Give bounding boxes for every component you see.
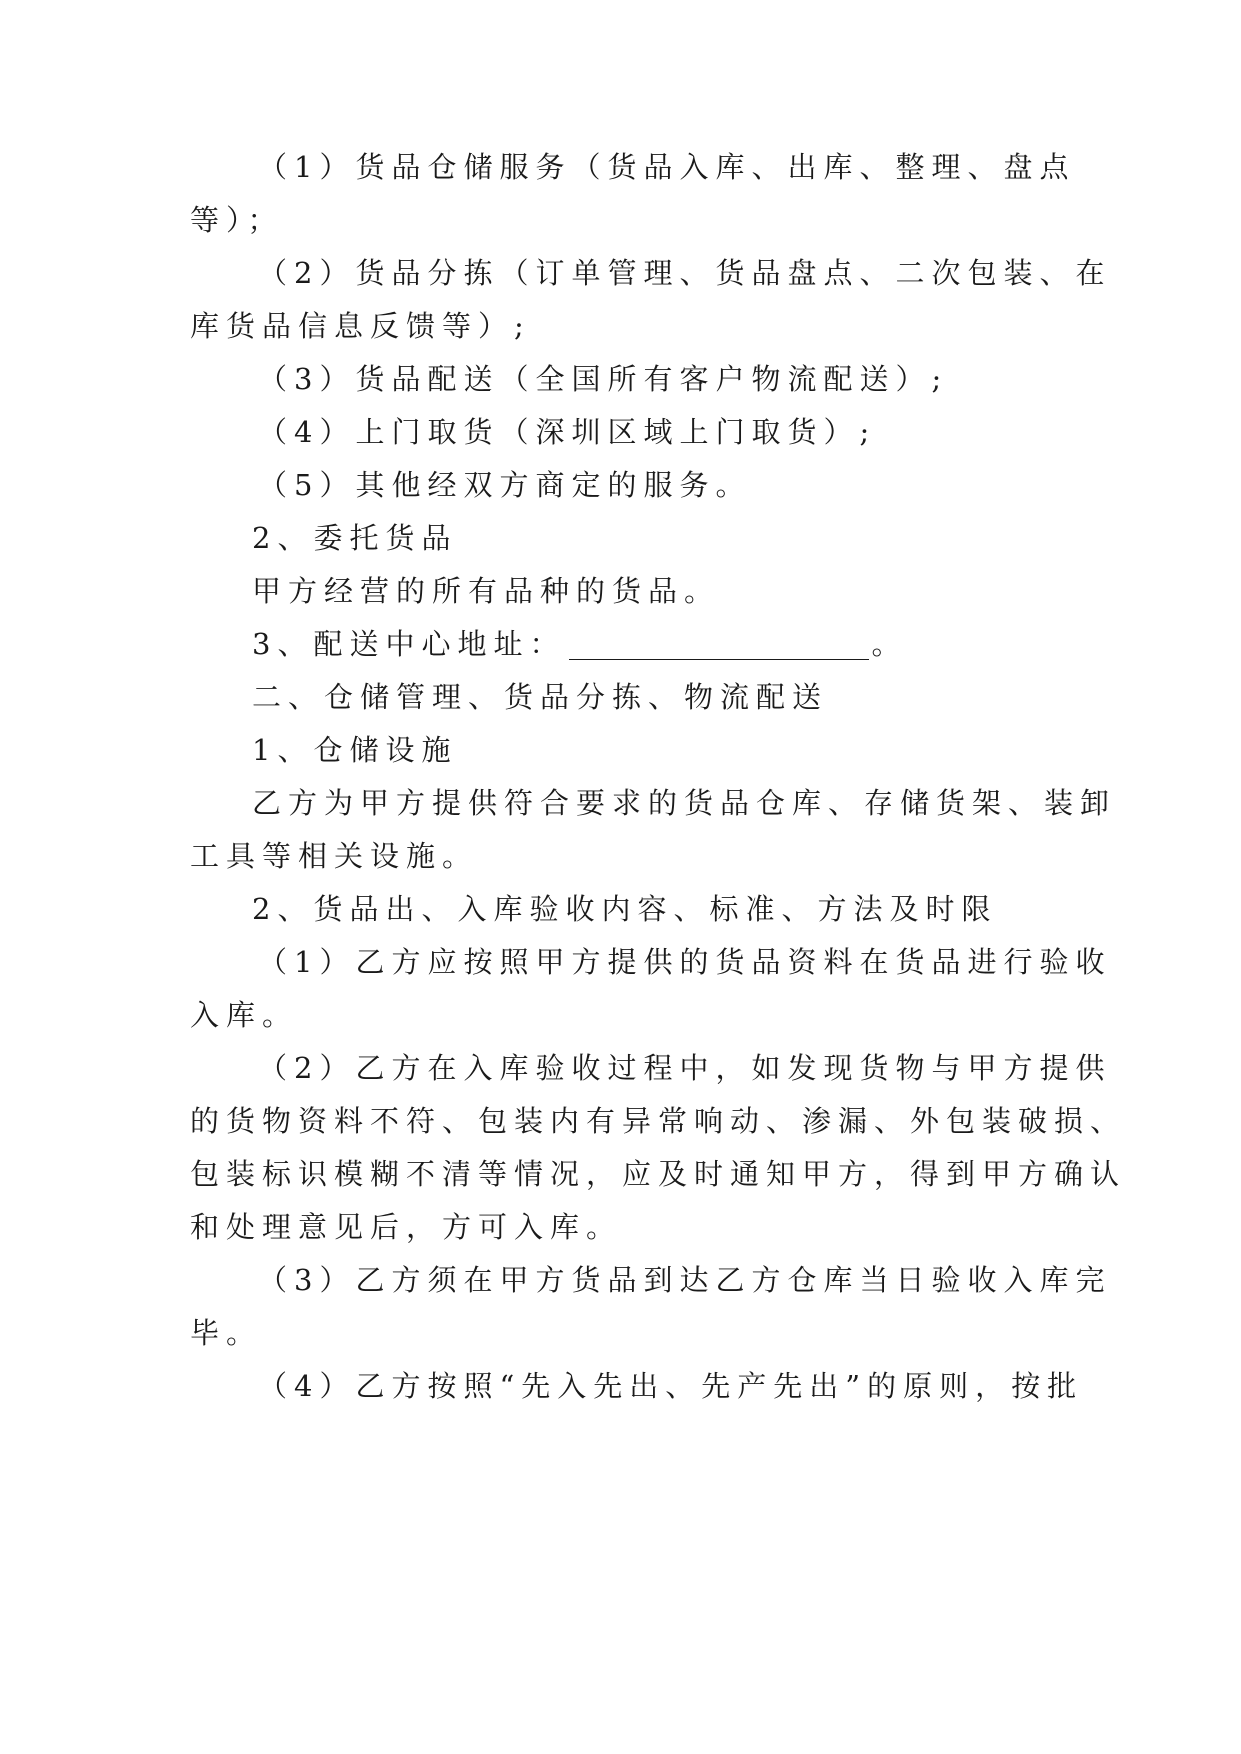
- section-heading: 1、仓储设施: [252, 733, 458, 767]
- paragraph-line: （3）货品配送（全国所有客户物流配送）;: [258, 362, 949, 396]
- section-heading: 2、委托货品: [252, 521, 458, 555]
- section-heading: 2、货品出、入库验收内容、标准、方法及时限: [252, 892, 998, 926]
- paragraph-line: （4）乙方按照“先入先出、先产先出”的原则，按批: [258, 1369, 1084, 1403]
- paragraph-line: （2）乙方在入库验收过程中，如发现货物与甲方提供: [258, 1051, 1112, 1085]
- paragraph-line: 库货品信息反馈等）;: [190, 309, 531, 343]
- paragraph-line: （4）上门取货（深圳区域上门取货）;: [258, 415, 877, 449]
- paragraph-line: （1）货品仓储服务（货品入库、出库、整理、盘点: [258, 150, 1076, 184]
- paragraph-line: 等）；: [190, 203, 284, 237]
- address-line-end: 。: [871, 627, 908, 661]
- paragraph-line: 的货物资料不符、包装内有异常响动、渗漏、外包装破损、: [190, 1104, 1127, 1138]
- chapter-heading: 二、仓储管理、货品分拣、物流配送: [252, 680, 829, 714]
- paragraph-line: 乙方为甲方提供符合要求的货品仓库、存储货架、装卸: [252, 786, 1117, 820]
- address-blank-underline: [569, 631, 869, 660]
- address-line: [252, 624, 907, 664]
- paragraph-line: 入库。: [190, 998, 299, 1032]
- paragraph-line: （1）乙方应按照甲方提供的货品资料在货品进行验收: [258, 945, 1112, 979]
- paragraph-line: （2）货品分拣（订单管理、货品盘点、二次包装、在: [258, 256, 1112, 290]
- paragraph-line: 和处理意见后，方可入库。: [190, 1210, 623, 1244]
- address-label: 3、配送中心地址：: [252, 627, 566, 661]
- paragraph-line: （3）乙方须在甲方货品到达乙方仓库当日验收入库完: [258, 1263, 1112, 1297]
- paragraph-line: 甲方经营的所有品种的货品。: [252, 574, 721, 608]
- paragraph-line: 毕。: [190, 1316, 263, 1350]
- paragraph-line: 工具等相关设施。: [190, 839, 479, 873]
- paragraph-line: 包装标识模糊不清等情况，应及时通知甲方，得到甲方确认: [190, 1157, 1127, 1191]
- paragraph-line: （5）其他经双方商定的服务。: [258, 468, 752, 502]
